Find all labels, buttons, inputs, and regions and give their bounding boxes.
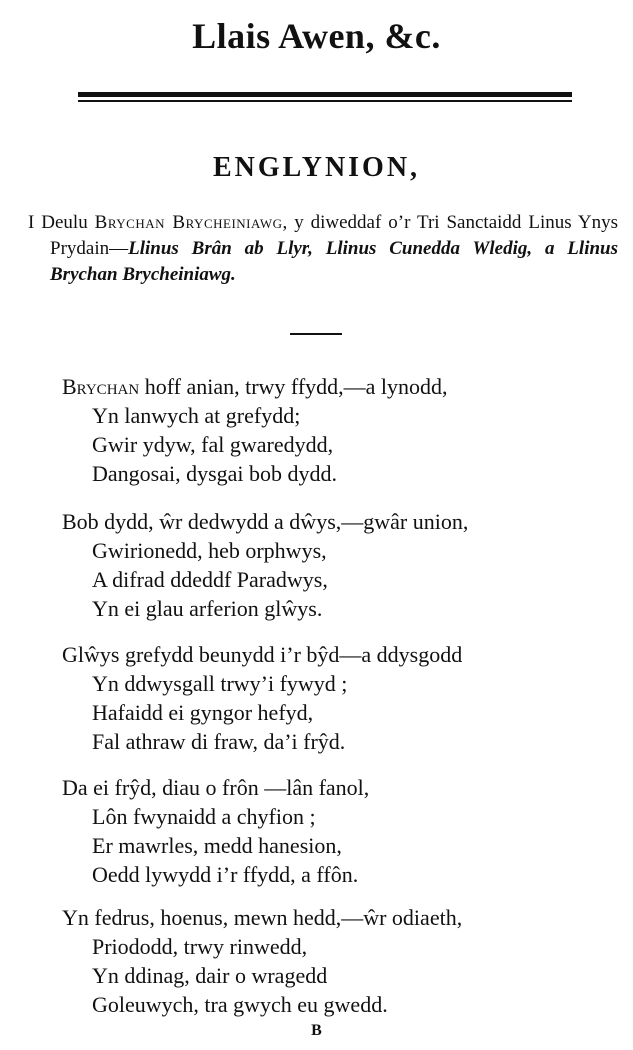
verse-line <box>62 372 622 401</box>
stanza-2 <box>62 507 622 623</box>
intro-paragraph <box>28 210 618 288</box>
verse-line: Hafaidd ei gyngor hefyd, <box>92 700 314 725</box>
verse-line: Goleuwych, tra gwych eu gwedd. <box>92 992 388 1017</box>
stanza-1 <box>62 372 622 488</box>
verse-line: Priododd, trwy rinwedd, <box>92 934 308 959</box>
verse-line-rest: hoff anian, trwy ffydd,—a lynodd, <box>139 374 448 399</box>
verse-line: Lôn fwynaidd a chyfion ; <box>92 804 316 829</box>
intro-saints: Llinus Brân ab Llyr, Llinus Cunedda Wledig, a Llinus Brychan Brycheiniawg. <box>50 238 618 285</box>
verse-line: A difrad ddeddf Paradwys, <box>92 567 328 592</box>
header-rule-thick <box>78 92 572 97</box>
verse-line: Yn lanwych at grefydd; <box>92 403 301 428</box>
stanza-5 <box>62 903 622 1019</box>
stanza-4 <box>62 773 622 889</box>
verse-line: Er mawrles, medd hanesion, <box>92 833 342 858</box>
signature-mark: B <box>311 1022 322 1039</box>
intro-family-name: Brychan Brycheiniawg <box>94 212 283 233</box>
section-title: ENGLYNION, <box>212 152 421 183</box>
running-head: Llais Awen, &c. <box>192 16 441 56</box>
stanza-3 <box>62 640 622 756</box>
verse-line: Yn ddwysgall trwy’i fywyd ; <box>92 671 348 696</box>
verse-line: Gwir ydyw, fal gwaredydd, <box>92 432 334 457</box>
verse-first-word: Brychan <box>62 374 140 399</box>
verse-line: Oedd lywydd i’r ffydd, a ffôn. <box>92 862 359 887</box>
verse-line: Yn fedrus, hoenus, mewn hedd,—ŵr odiaeth, <box>62 905 463 930</box>
verse-line: Fal athraw di fraw, da’i frŷd. <box>92 729 346 754</box>
intro-lead: I Deulu <box>28 212 95 233</box>
verse-line: Gwirionedd, heb orphwys, <box>92 538 327 563</box>
verse-line: Glŵys grefydd beunydd i’r bŷd—a ddysgodd <box>62 642 463 667</box>
header-rule-thin <box>78 100 572 102</box>
verse-line: Bob dydd, ŵr dedwydd a dŵys,—gwâr union, <box>62 509 469 534</box>
verse-line: Dangosai, dysgai bob dydd. <box>92 461 338 486</box>
section-divider <box>290 333 342 335</box>
verse-line: Da ei frŷd, diau o frôn —lân fanol, <box>62 775 370 800</box>
intro-text: , y diweddaf o’r Tri Sanctaidd Linus Ynys Prydain— <box>50 212 618 259</box>
verse-line: Yn ei glau arferion glŵys. <box>92 596 323 621</box>
verse-line: Yn ddinag, dair o wragedd <box>92 963 328 988</box>
